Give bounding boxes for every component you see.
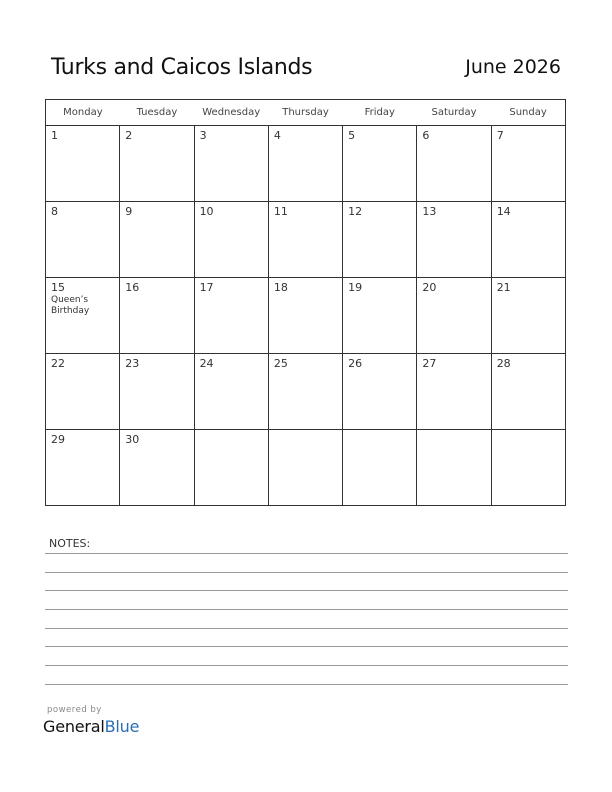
powered-by-text: powered by [47,705,102,715]
day-number: 6 [422,129,430,142]
day-number: 2 [125,129,133,142]
day-cell [268,202,342,278]
calendar-grid [45,99,566,506]
week-row [46,354,566,430]
weekday-sunday: Sunday [491,100,565,126]
day-cell [343,278,417,354]
day-cell [46,430,120,506]
day-cell [268,278,342,354]
day-number: 12 [348,205,363,218]
weekday-thursday: Thursday [268,100,342,126]
day-cell [120,126,194,202]
note-line [45,590,568,591]
weekday-wednesday: Wednesday [194,100,268,126]
day-number: 14 [496,205,511,218]
day-number: 8 [51,205,58,218]
brand-blue: Blue [104,717,140,736]
day-number: 5 [348,129,356,142]
day-number: 10 [199,205,214,218]
day-number: 29 [51,433,65,446]
day-cell [343,126,417,202]
day-number: 25 [273,357,288,370]
day-number: 27 [422,357,437,370]
week-row [46,202,566,278]
day-number: 18 [273,281,288,294]
day-number: 3 [199,129,207,142]
day-cell [268,126,342,202]
day-cell [194,430,268,506]
day-number: 28 [496,357,511,370]
day-number: 4 [273,129,281,142]
day-cell [194,202,268,278]
day-cell [268,354,342,430]
day-cell [268,430,342,506]
day-cell [417,202,491,278]
day-number: 13 [422,205,437,218]
day-number: 22 [51,357,65,370]
day-cell [194,278,268,354]
day-cell [491,202,565,278]
day-number: 16 [125,281,140,294]
day-number: 26 [348,357,363,370]
note-line [45,553,568,554]
day-number: 7 [496,129,504,142]
day-cell [46,202,120,278]
day-number: 23 [125,357,140,370]
day-cell [343,354,417,430]
day-cell [417,278,491,354]
generalblue-logo [43,717,139,736]
note-line [45,609,568,610]
day-number: 19 [348,281,363,294]
holiday-label: Queen’s Birthday [51,295,90,316]
week-row [46,126,566,202]
day-number: 30 [125,433,140,446]
day-number: 20 [422,281,437,294]
day-cell [491,354,565,430]
weekday-friday: Friday [343,100,417,126]
day-number: 21 [496,281,511,294]
day-cell [491,126,565,202]
weekday-saturday: Saturday [417,100,491,126]
day-cell [46,126,120,202]
brand-general: General [43,717,105,736]
notes-label: NOTES: [49,537,91,550]
day-cell [194,354,268,430]
day-number: 24 [199,357,214,370]
note-line [45,572,568,573]
day-cell [417,354,491,430]
week-row [46,278,566,354]
calendar-title: Turks and Caicos Islands [51,55,313,80]
day-cell [417,126,491,202]
day-cell [120,278,194,354]
day-cell [343,430,417,506]
weekday-tuesday: Tuesday [120,100,194,126]
week-row [46,430,566,506]
day-number: 11 [273,205,288,218]
day-cell [491,278,565,354]
day-number: 9 [125,205,133,218]
note-line [45,684,568,685]
day-number: 17 [199,281,214,294]
day-cell [120,430,194,506]
weekday-header-row [46,100,566,126]
day-number: 15 [51,281,65,294]
day-cell [194,126,268,202]
note-line [45,646,568,647]
day-cell [46,278,120,354]
day-number: 1 [51,129,58,142]
day-cell [46,354,120,430]
note-line [45,665,568,666]
calendar-month: June 2026 [465,56,561,78]
note-line [45,628,568,629]
weekday-monday: Monday [46,100,120,126]
day-cell [120,202,194,278]
day-cell [491,430,565,506]
day-cell [343,202,417,278]
day-cell [120,354,194,430]
day-cell [417,430,491,506]
